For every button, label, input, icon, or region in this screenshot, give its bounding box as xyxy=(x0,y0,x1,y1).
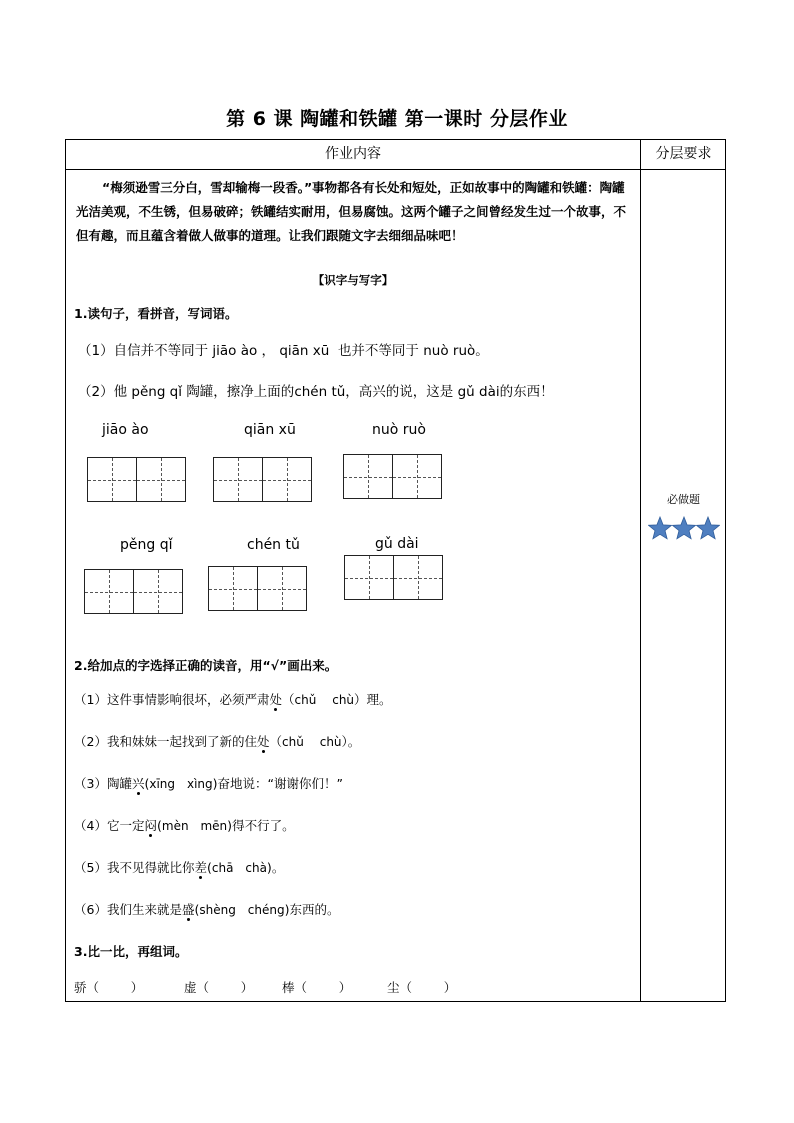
q2-item-4: （4）它一定闷(mèn mēn)得不行了。 xyxy=(74,818,295,833)
q2-item-6-option-1[interactable]: shèng xyxy=(199,903,236,917)
q1-s2-a: 他 xyxy=(113,384,128,400)
q2-item-1-pre: 这件事情影响很坏，必须严肃 xyxy=(106,692,270,707)
q2-item-6-option-2[interactable]: chéng xyxy=(247,903,285,917)
q1-s2-c: ，高兴的说，这是 xyxy=(345,384,454,400)
grid-label-3: nuò ruò xyxy=(372,422,426,438)
q2-item-4-option-2[interactable]: mēn xyxy=(200,819,228,833)
q2-item-2-option-2[interactable]: chù xyxy=(319,735,342,749)
q3-item-2[interactable]: 虚（ ） xyxy=(184,980,254,995)
q2-item-2-post: 。 xyxy=(347,734,361,749)
q1-s2-pinyin-1: pěng qǐ xyxy=(131,384,183,400)
q1-s1-a: 自信并不等同于 xyxy=(113,343,209,359)
q1-s2-d: 的东西！ xyxy=(499,384,554,400)
q1-sentence-1 xyxy=(78,339,489,359)
grid-label-6: gǔ dài xyxy=(375,536,419,552)
q3-item-2-char: 虚 xyxy=(184,980,197,995)
q2-item-4-num: （4） xyxy=(74,818,107,833)
q2-item-1-post: 理。 xyxy=(366,692,392,707)
q1-s1-num: （1） xyxy=(78,343,114,359)
q2-item-2-num: （2） xyxy=(74,734,107,749)
q2-item-6-pre: 我们生来就是 xyxy=(106,902,182,917)
writing-grid-4[interactable] xyxy=(84,569,183,614)
header-content: 作业内容 xyxy=(325,146,381,162)
q2-item-1-num: （1） xyxy=(74,692,107,707)
q2-item-3-pre: 陶罐 xyxy=(106,776,132,791)
writing-grid-5[interactable] xyxy=(208,566,307,611)
intro-text: “梅须逊雪三分白，雪却输梅一段香。”事物都各有长处和短处，正如故事中的陶罐和铁罐：陶罐光洁美观，不生锈，但易破碎；铁罐结实耐用，但易腐蚀。这两个罐子之间曾经发生过一个故事，不但有趣，而且蕴含着做人做事的道理。让我们跟随文字去细细品味吧！ xyxy=(76,180,627,243)
header-requirement: 分层要求 xyxy=(655,146,712,162)
q2-item-4-post: 得不行了。 xyxy=(232,818,295,833)
q2-item-1-option-1[interactable]: chǔ xyxy=(294,693,317,707)
q3-item-3[interactable]: 棒（ ） xyxy=(282,980,352,995)
q3-item-4[interactable]: 尘（ ） xyxy=(387,980,457,995)
q1-title: 1.读句子，看拼音，写词语。 xyxy=(74,306,238,321)
q2-item-5-dotted-char: 差 xyxy=(194,860,207,875)
q2-item-1: （1）这件事情影响很坏，必须严肃处（chǔ chù）理。 xyxy=(74,692,392,707)
star-icon xyxy=(649,517,672,539)
q2-item-2-option-1[interactable]: chǔ xyxy=(282,735,304,749)
grid-label-1: jiāo ào xyxy=(102,422,149,438)
grid-label-2: qiān xū xyxy=(244,422,296,438)
q3-item-1-char: 骄 xyxy=(74,980,87,995)
q1-s2-pinyin-2: chén tǔ xyxy=(294,384,346,400)
q2-item-3-option-2[interactable]: xìng xyxy=(186,777,213,791)
q2-title: 2.给加点的字选择正确的读音，用“√”画出来。 xyxy=(74,658,338,673)
q2-item-3-option-1[interactable]: xīng xyxy=(149,777,176,791)
q1-s1-c: 也并不等同于 xyxy=(337,343,419,359)
q2-item-2: （2）我和妹妹一起找到了新的住处（chǔ chù）。 xyxy=(74,734,361,749)
q2-item-5: （5）我不见得就比你差(chā chà)。 xyxy=(74,860,285,875)
q2-item-3-post: 奋地说：“谢谢你们！” xyxy=(217,776,343,791)
intro-paragraph xyxy=(76,176,634,248)
writing-grid-1[interactable] xyxy=(87,457,186,502)
q2-item-3-dotted-char: 兴 xyxy=(131,776,145,791)
q1-s2-num: （2） xyxy=(78,384,114,400)
q2-item-5-num: （5） xyxy=(74,860,107,875)
difficulty-stars xyxy=(648,516,720,542)
page-title: 第 6 课 陶罐和铁罐 第一课时 分层作业 xyxy=(226,108,568,130)
star-icon xyxy=(673,517,696,539)
q2-item-5-option-1[interactable]: chā xyxy=(211,861,234,875)
q2-item-2-pre: 我和妹妹一起找到了新的住 xyxy=(106,734,257,749)
q2-item-2-dotted-char: 处 xyxy=(256,734,270,749)
q2-item-6: （6）我们生来就是盛(shèng chéng)东西的。 xyxy=(74,902,340,917)
q3-title: 3.比一比，再组词。 xyxy=(74,944,188,959)
q2-item-3: （3）陶罐兴(xīng xìng)奋地说：“谢谢你们！” xyxy=(74,776,343,791)
q2-item-5-option-2[interactable]: chà xyxy=(245,861,267,875)
q2-item-6-dotted-char: 盛 xyxy=(181,902,195,917)
q2-item-1-dotted-char: 处 xyxy=(269,692,282,707)
requirement-label: 必做题 xyxy=(667,493,700,506)
q2-item-5-post: 。 xyxy=(271,860,285,875)
q3-item-1[interactable]: 骄（ ） xyxy=(74,980,144,995)
star-icon xyxy=(697,517,720,539)
q1-s1-pinyin-2: qiān xū xyxy=(279,343,330,359)
q1-s1-pinyin-1: jiāo ào xyxy=(212,343,258,359)
writing-grid-6[interactable] xyxy=(344,555,443,600)
q2-item-6-num: （6） xyxy=(74,902,107,917)
writing-grid-2[interactable] xyxy=(213,457,312,502)
section-heading: 【识字与写字】 xyxy=(312,273,394,287)
q1-s1-d: 。 xyxy=(475,343,489,359)
q3-item-4-char: 尘 xyxy=(387,980,400,995)
q1-s2-pinyin-3: gǔ dài xyxy=(457,384,500,400)
q1-s1-b: ， xyxy=(261,343,276,359)
q2-item-4-pre: 它一定 xyxy=(106,818,145,833)
q2-item-3-num: （3） xyxy=(74,776,107,791)
q1-sentence-2 xyxy=(78,380,554,400)
q2-item-6-post: 东西的。 xyxy=(289,902,340,917)
q3-item-3-char: 棒 xyxy=(282,980,295,995)
q1-s2-b: 陶罐，擦净上面的 xyxy=(186,384,295,400)
header-divider xyxy=(66,169,725,170)
column-divider xyxy=(640,140,641,1001)
homework-table xyxy=(65,139,726,1002)
q2-item-4-dotted-char: 闷 xyxy=(144,818,157,833)
grid-label-5: chén tǔ xyxy=(247,537,300,553)
q2-item-1-option-2[interactable]: chù xyxy=(332,693,355,707)
writing-grid-3[interactable] xyxy=(343,454,442,499)
q1-s1-pinyin-3: nuò ruò xyxy=(423,343,476,359)
q2-item-5-pre: 我不见得就比你 xyxy=(106,860,195,875)
q2-item-4-option-1[interactable]: mèn xyxy=(161,819,189,833)
grid-label-4: pěng qǐ xyxy=(120,537,173,553)
